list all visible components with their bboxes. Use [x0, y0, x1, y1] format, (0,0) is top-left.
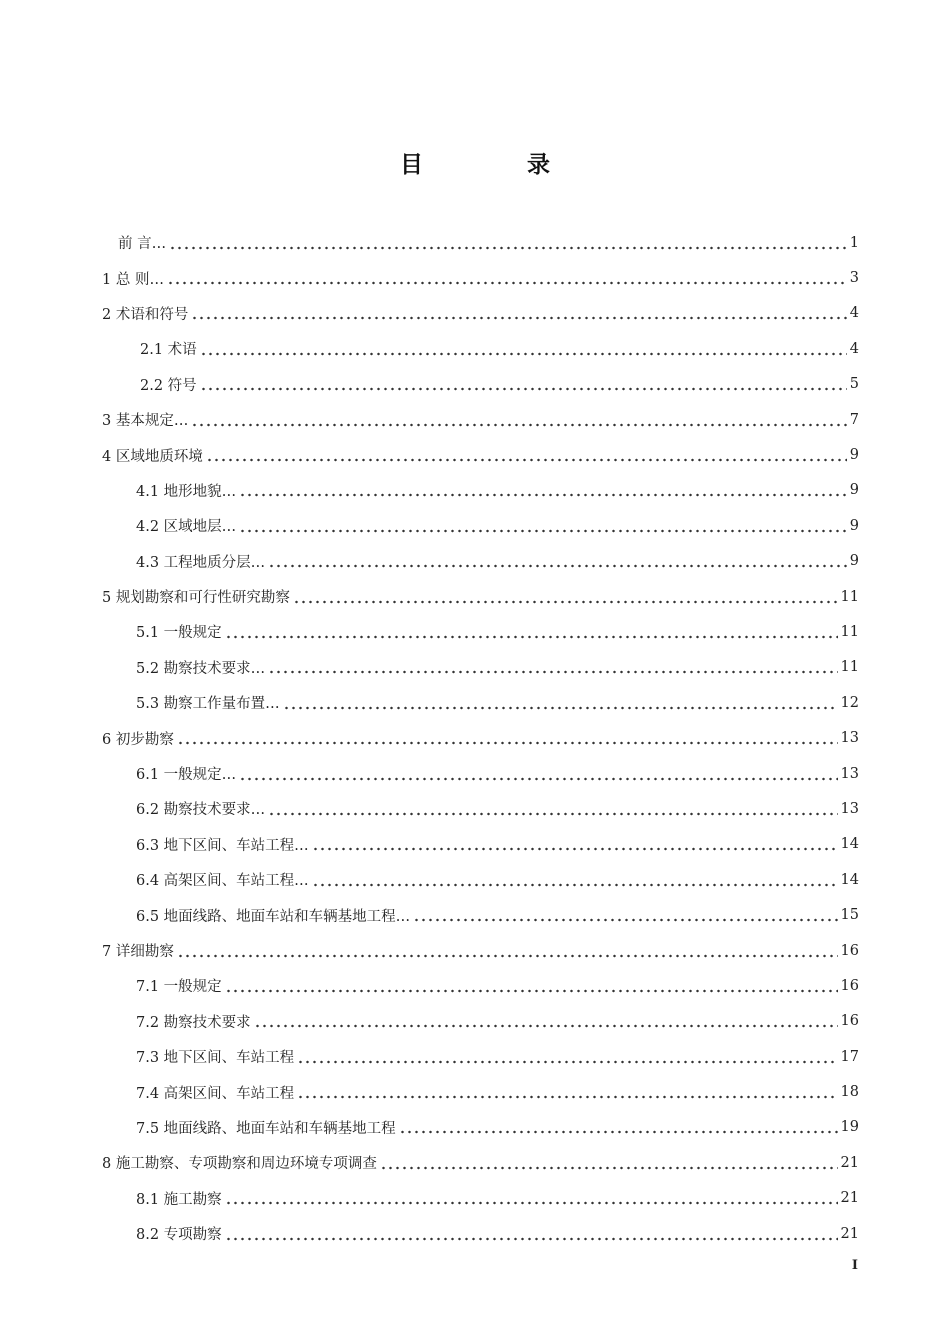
toc-entry-page: 16	[840, 942, 859, 959]
toc-entry-label: 4.1 地形地貌…	[136, 483, 237, 500]
toc-entry[interactable]	[136, 1004, 859, 1039]
toc-entry-label: 6.3 地下区间、车站工程…	[136, 837, 309, 854]
toc-entry[interactable]	[136, 508, 859, 543]
toc-entry-label: 2 术语和符号	[102, 306, 189, 323]
toc-entry[interactable]	[136, 685, 859, 720]
toc-entry-label: 7.3 地下区间、车站工程	[136, 1050, 295, 1067]
toc-entry-page: 21	[840, 1154, 859, 1171]
toc-entry[interactable]	[136, 756, 859, 791]
toc-entry-page: 1	[849, 234, 859, 251]
toc-entry-label: 5.1 一般规定	[136, 625, 222, 642]
toc-entry-label: 8.2 专项勘察	[136, 1227, 222, 1244]
toc-entry[interactable]	[136, 473, 859, 508]
toc-entry-page: 14	[840, 871, 859, 888]
toc-entry-page: 19	[840, 1119, 859, 1136]
dot-leader	[399, 1120, 838, 1134]
toc-entry-page: 21	[840, 1190, 859, 1207]
dot-leader	[225, 1191, 838, 1205]
dot-leader	[268, 660, 837, 674]
toc-entry-page: 9	[849, 482, 859, 499]
toc-entry-page: 13	[840, 730, 859, 747]
toc-entry-label: 5 规划勘察和可行性研究勘察	[102, 590, 290, 607]
toc-entry[interactable]	[102, 296, 859, 331]
toc-entry[interactable]	[136, 544, 859, 579]
dot-leader	[239, 519, 847, 533]
toc-entry[interactable]	[102, 437, 859, 472]
toc-entry[interactable]	[136, 650, 859, 685]
toc-entry-page: 9	[849, 447, 859, 464]
dot-leader	[177, 731, 838, 745]
dot-leader	[200, 377, 847, 391]
toc-entry[interactable]	[118, 225, 859, 260]
dot-leader	[297, 1050, 837, 1064]
toc-entry-page: 14	[840, 836, 859, 853]
toc-entry[interactable]	[140, 331, 859, 366]
toc-entry-label: 6.5 地面线路、地面车站和车辆基地工程…	[136, 908, 411, 925]
toc-entry-label: 7.2 勘察技术要求	[136, 1014, 251, 1031]
toc-entry[interactable]	[136, 791, 859, 826]
toc-entry-label: 8 施工勘察、专项勘察和周边环境专项调查	[102, 1156, 377, 1173]
dot-leader	[268, 554, 847, 568]
toc-entry-label: 7.5 地面线路、地面车站和车辆基地工程	[136, 1120, 396, 1137]
toc-entry[interactable]	[102, 1145, 859, 1180]
toc-entry-page: 15	[840, 907, 859, 924]
dot-leader	[206, 448, 847, 462]
toc-entry[interactable]	[136, 1110, 859, 1145]
dot-leader	[191, 306, 846, 320]
toc-entry[interactable]	[136, 897, 859, 932]
dot-leader	[239, 767, 837, 781]
dot-leader	[169, 236, 847, 250]
toc-entry-label: 4 区域地质环境	[102, 448, 203, 465]
toc-entry[interactable]	[136, 1074, 859, 1109]
dot-leader	[283, 696, 838, 710]
dot-leader	[380, 1156, 838, 1170]
toc-entry[interactable]	[102, 260, 859, 295]
toc-entry-page: 9	[849, 517, 859, 534]
dot-leader	[413, 908, 837, 922]
toc-entry[interactable]	[102, 720, 859, 755]
dot-leader	[225, 979, 838, 993]
dot-leader	[312, 873, 838, 887]
toc-entry-page: 21	[840, 1225, 859, 1242]
toc-entry-label: 5.2 勘察技术要求…	[136, 660, 266, 677]
toc-entry-page: 16	[840, 977, 859, 994]
toc-entry-label: 7.1 一般规定	[136, 979, 222, 996]
toc-list	[0, 225, 950, 1251]
toc-entry-page: 17	[840, 1048, 859, 1065]
dot-leader	[312, 837, 838, 851]
dot-leader	[293, 590, 838, 604]
toc-entry-label: 4.2 区域地层…	[136, 519, 237, 536]
toc-entry-label: 3 基本规定…	[102, 413, 189, 430]
toc-entry[interactable]	[136, 1039, 859, 1074]
toc-entry-label: 5.3 勘察工作量布置…	[136, 696, 280, 713]
toc-entry-page: 11	[840, 623, 859, 640]
toc-entry-label: 2.2 符号	[140, 377, 197, 394]
dot-leader	[225, 625, 838, 639]
dot-leader	[239, 483, 847, 497]
toc-entry-label: 6.4 高架区间、车站工程…	[136, 873, 309, 890]
toc-entry[interactable]	[102, 933, 859, 968]
toc-entry-label: 7 详细勘察	[102, 944, 174, 960]
page-title: 目 录	[399, 152, 598, 178]
toc-entry-label: 2.1 术语	[140, 342, 197, 359]
dot-leader	[177, 944, 838, 958]
toc-entry[interactable]	[136, 1216, 859, 1251]
dot-leader	[254, 1014, 838, 1028]
toc-entry-page: 18	[840, 1084, 859, 1101]
toc-entry[interactable]	[136, 862, 859, 897]
toc-entry-label: 6 初步勘察	[102, 731, 174, 748]
dot-leader	[167, 271, 847, 285]
toc-entry-page: 4	[849, 340, 859, 357]
toc-entry-page: 13	[840, 765, 859, 782]
toc-entry-label: 6.2 勘察技术要求…	[136, 802, 266, 819]
toc-entry-label: 8.1 施工勘察	[136, 1191, 222, 1208]
toc-entry[interactable]	[140, 367, 859, 402]
dot-leader	[200, 342, 847, 356]
toc-entry-label: 前 言…	[118, 236, 167, 253]
toc-entry[interactable]	[136, 968, 859, 1003]
dot-leader	[268, 802, 837, 816]
dot-leader	[191, 413, 846, 427]
toc-entry-page: 5	[849, 376, 859, 393]
toc-entry-label: 4.3 工程地质分层…	[136, 554, 266, 571]
toc-entry-page: 12	[840, 694, 859, 711]
toc-entry-page: 13	[840, 800, 859, 817]
toc-entry-page: 9	[849, 553, 859, 570]
toc-entry[interactable]	[102, 402, 859, 437]
toc-entry[interactable]	[136, 1181, 859, 1216]
toc-entry[interactable]	[136, 827, 859, 862]
toc-entry-page: 7	[849, 411, 859, 428]
toc-entry-page: 11	[840, 588, 859, 605]
toc-entry[interactable]	[102, 579, 859, 614]
toc-entry-page: 11	[840, 659, 859, 676]
toc-entry-page: 16	[840, 1013, 859, 1030]
toc-entry-label: 7.4 高架区间、车站工程	[136, 1085, 295, 1102]
toc-entry-label: 1 总 则…	[102, 271, 164, 288]
toc-entry-page: 3	[849, 270, 859, 287]
dot-leader	[225, 1227, 838, 1241]
page-number: I	[851, 1258, 858, 1273]
dot-leader	[297, 1085, 837, 1099]
toc-entry-page: 4	[849, 305, 859, 322]
toc-entry[interactable]	[136, 614, 859, 649]
toc-entry-label: 6.1 一般规定…	[136, 767, 237, 784]
